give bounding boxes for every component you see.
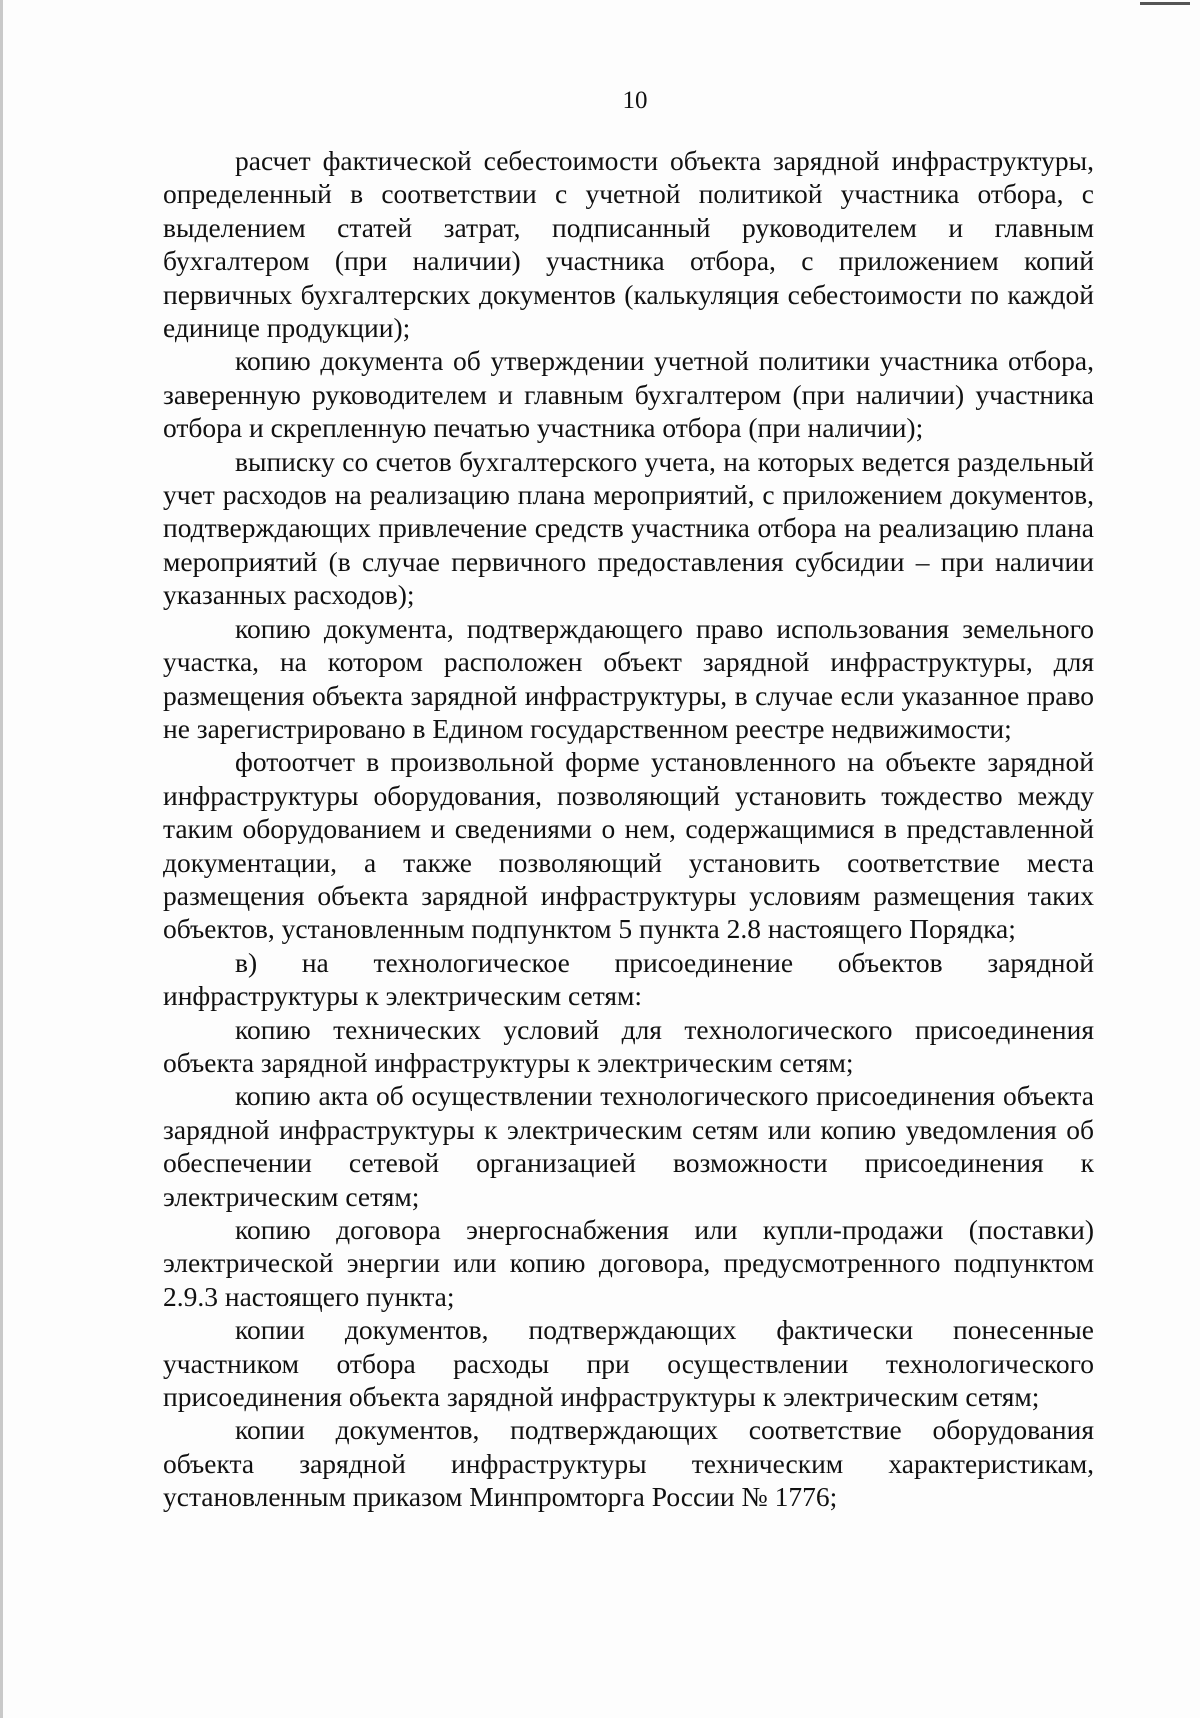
- page-number: 10: [622, 87, 648, 114]
- scan-edge-mark: [1140, 2, 1190, 5]
- paragraph-account-statement: выписку со счетов бухгалтерского учета, на которых ведется раздельный учет расходов на реализацию плана мероприятий, с приложением документов, подтверждающих привлечение средств участника отбора на реализацию плана мероприятий (в случае первичного предоставления субсидии – при наличии указанных расходов);: [163, 445, 1094, 611]
- paragraph-accounting-policy: копию документа об утверждении учетной политики участника отбора, заверенную руководителем и главным бухгалтером (при наличии) участника отбора и скрепленную печатью участника отбора (при наличии);: [163, 345, 1094, 444]
- paragraph-photo-report: фотоотчет в произвольной форме установленного на объекте зарядной инфраструктуры оборудования, позволяющий установить тождество между таким оборудованием и сведениями о нем, содержащимися в представленной документации, а также позволяющий установить соответствие места размещения объекта зарядной инфраструктуры условиям размещения таких объектов, установленным подпунктом 5 пункта 2.8 настоящего Порядка;: [163, 746, 1094, 945]
- paragraph-connection-act: копию акта об осуществлении технологического присоединения объекта зарядной инфраструктуры к электрическим сетям или копию уведомления об обеспечении сетевой организацией возможности присоединения к электрическим сетям;: [163, 1080, 1094, 1212]
- paragraph-technical-conditions: копию технических условий для технологического присоединения объекта зарядной инфраструктуры к электрическим сетям;: [163, 1013, 1094, 1078]
- paragraph-grid-connection-heading: в) на технологическое присоединение объектов зарядной инфраструктуры к электрическим сетям:: [163, 946, 1094, 1012]
- paragraph-energy-contract: копию договора энергоснабжения или купли-продажи (поставки) электрической энергии или копию договора, предусмотренного подпунктом 2.9.3 настоящего пункта;: [163, 1214, 1094, 1312]
- paragraph-connection-expenses: копии документов, подтверждающих фактически понесенные участником отбора расходы при осуществлении технологического присоединения объекта зарядной инфраструктуры к электрическим сетям;: [163, 1314, 1094, 1413]
- scan-edge-shadow: [0, 0, 3, 1718]
- paragraph-cost-calculation: расчет фактической себестоимости объекта зарядной инфраструктуры, определенный в соответствии с учетной политикой участника отбора, с выделением статей затрат, подписанный руководителем и главным бухгалтером (при наличии) участника отбора, с приложением копий первичных бухгалтерских документов (калькуляция себестоимости по каждой единице продукции);: [163, 145, 1094, 344]
- document-body: [163, 144, 1094, 1514]
- paragraph-equipment-compliance: копии документов, подтверждающих соответствие оборудования объекта зарядной инфраструктуры техническим характеристикам, установленным приказом Минпромторга России № 1776;: [163, 1414, 1094, 1513]
- paragraph-land-rights: копию документа, подтверждающего право использования земельного участка, на котором расположен объект зарядной инфраструктуры, для размещения объекта зарядной инфраструктуры, в случае если указанное право не зарегистрировано в Едином государственном реестре недвижимости;: [163, 612, 1094, 744]
